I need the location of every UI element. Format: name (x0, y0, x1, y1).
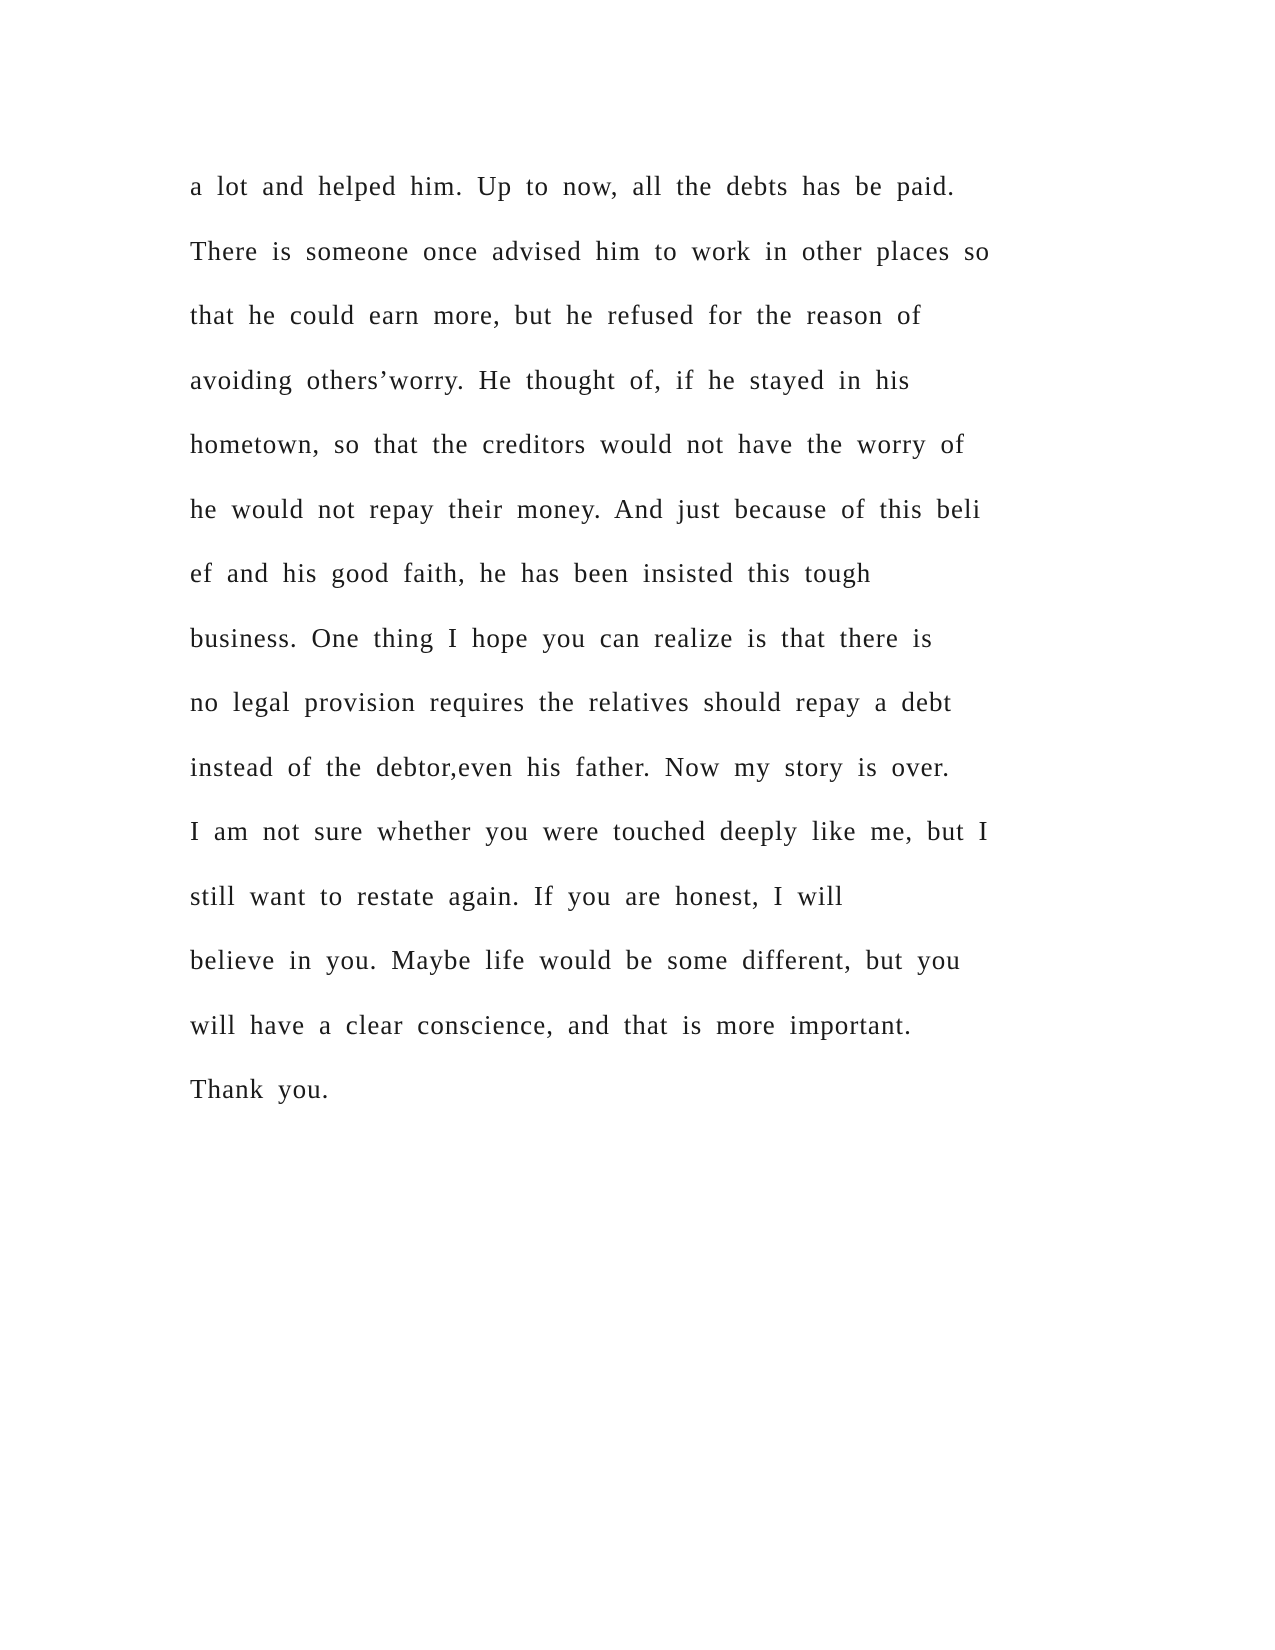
text-line: believe in you. Maybe life would be some different, but you (190, 945, 961, 975)
text-line: that he could earn more, but he refused for the reason of (190, 300, 922, 330)
text-line: a lot and helped him. Up to now, all the debts has be paid. (190, 171, 956, 201)
text-line: Thank you. (190, 1074, 330, 1104)
text-line: instead of the debtor,even his father. Now my story is over. (190, 751, 951, 782)
text-line: he would not repay their money. And just because of this beli (190, 493, 982, 524)
text-line: I am not sure whether you were touched deeply like me, but I (190, 816, 989, 846)
text-line: business. One thing I hope you can realize is that there is (190, 622, 933, 653)
text-line: no legal provision requires the relatives should repay a debt (190, 687, 953, 717)
text-line: hometown, so that the creditors would not have the worry of (190, 429, 966, 459)
text-line: avoiding others’worry. He thought of, if he stayed in his (190, 364, 911, 395)
body-text (190, 166, 1090, 1134)
text-line: There is someone once advised him to work in other places so (190, 235, 991, 266)
text-line: will have a clear conscience, and that is more important. (190, 1009, 912, 1040)
text-line: still want to restate again. If you are honest, I will (190, 880, 844, 911)
text-line: ef and his good faith, he has been insisted this tough (190, 558, 872, 588)
